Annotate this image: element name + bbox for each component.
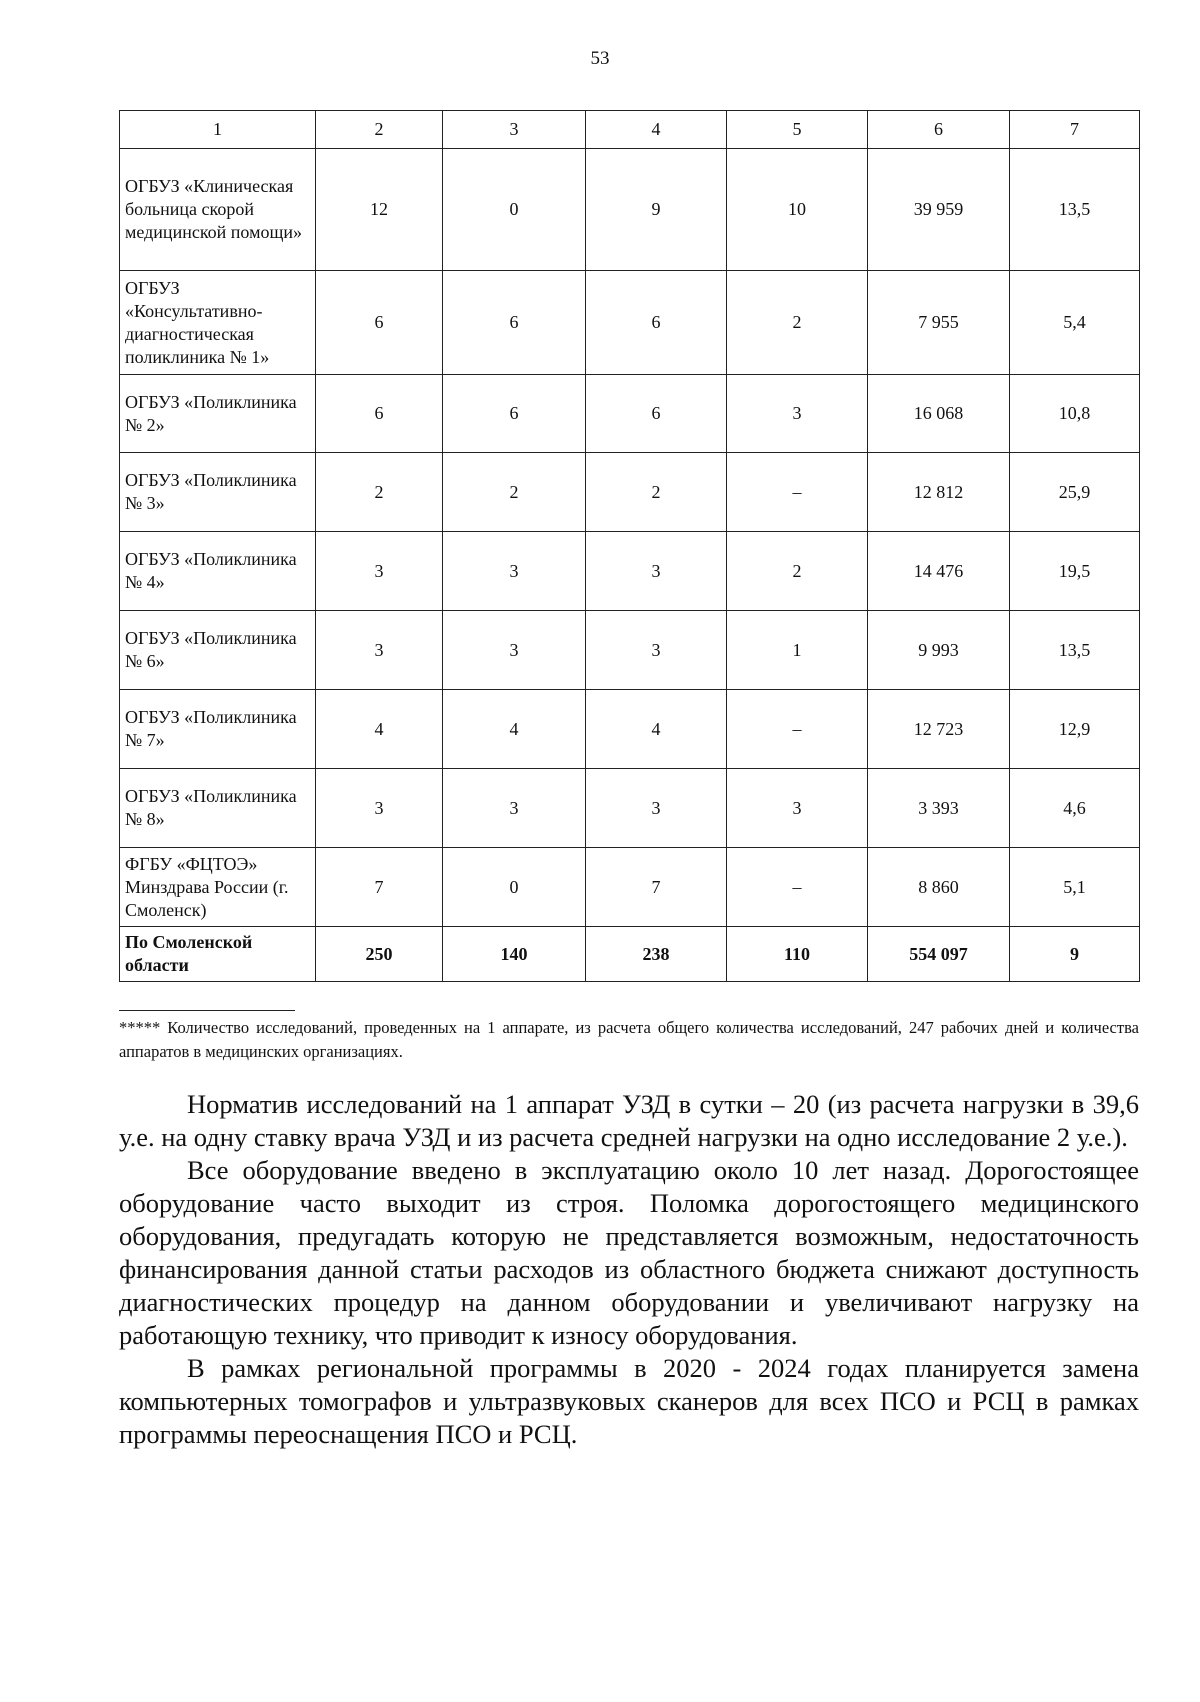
footnote: ***** Количество исследований, проведенных на 1 аппарате, из расчета общего количества исследований, 247 рабочих дней и количества аппаратов в медицинских организациях.	[119, 1018, 1139, 1061]
table-cell: –	[727, 690, 868, 769]
table-cell: 3	[586, 611, 727, 690]
table-row	[120, 453, 1140, 532]
table-cell: 3	[443, 611, 586, 690]
table-cell: 5,1	[1010, 848, 1140, 927]
table-cell: 13,5	[1010, 149, 1140, 271]
total-cell: 238	[586, 927, 727, 982]
column-header: 5	[727, 111, 868, 149]
table-cell: 3	[586, 532, 727, 611]
institution-name: ОГБУЗ «Поликлиника № 6»	[120, 611, 316, 690]
table-row	[120, 532, 1140, 611]
table-cell: 8 860	[868, 848, 1010, 927]
institution-name: ФГБУ «ФЦТОЭ» Минздрава России (г. Смоленск)	[120, 848, 316, 927]
total-cell: 250	[316, 927, 443, 982]
table-cell: –	[727, 453, 868, 532]
table-cell: 4	[586, 690, 727, 769]
paragraph: Норматив исследований на 1 аппарат УЗД в сутки – 20 (из расчета нагрузки в 39,6 у.е. на одну ставку врача УЗД и из расчета средней нагрузки на одно исследование 2 у.е.).	[119, 1089, 1139, 1152]
table-cell: 3	[443, 532, 586, 611]
total-cell: 110	[727, 927, 868, 982]
table-cell: 12 723	[868, 690, 1010, 769]
table-cell: 10	[727, 149, 868, 271]
table-cell: 2	[586, 453, 727, 532]
table-cell: 6	[586, 375, 727, 453]
table-row	[120, 848, 1140, 927]
table-cell: 9	[586, 149, 727, 271]
table-cell: 3	[727, 375, 868, 453]
page-number: 53	[590, 48, 610, 69]
table-cell: 2	[727, 532, 868, 611]
table-row	[120, 375, 1140, 453]
total-cell: 554 097	[868, 927, 1010, 982]
table-row	[120, 690, 1140, 769]
column-header: 7	[1010, 111, 1140, 149]
table-cell: 3	[443, 769, 586, 848]
table-cell: 0	[443, 848, 586, 927]
table-cell: 2	[316, 453, 443, 532]
table-cell: 0	[443, 149, 586, 271]
table-cell: 4,6	[1010, 769, 1140, 848]
table-total-row	[120, 927, 1140, 982]
table-cell: 10,8	[1010, 375, 1140, 453]
table-cell: 3	[316, 769, 443, 848]
table-cell: 2	[443, 453, 586, 532]
table-cell: 5,4	[1010, 271, 1140, 375]
table-cell: 4	[316, 690, 443, 769]
institution-name: ОГБУЗ «Поликлиника № 8»	[120, 769, 316, 848]
institution-name: ОГБУЗ «Поликлиника № 4»	[120, 532, 316, 611]
table-row	[120, 271, 1140, 375]
institution-name: ОГБУЗ «Консультативно-диагностическая поликлиника № 1»	[120, 271, 316, 375]
table-cell: 9 993	[868, 611, 1010, 690]
table-header-row	[120, 111, 1140, 149]
column-header: 2	[316, 111, 443, 149]
table-cell: 3	[316, 611, 443, 690]
paragraph: Все оборудование введено в эксплуатацию около 10 лет назад. Дорогостоящее оборудование часто выходит из строя. Поломка дорогостоящего медицинского оборудования, предугадать которую не представляется возможным, недостаточность финансирования данной статьи расходов из областного бюджета снижают доступность диагностических процедур на данном оборудовании и увеличивают нагрузку на работающую технику, что приводит к износу оборудования.	[119, 1155, 1139, 1350]
table-cell: 16 068	[868, 375, 1010, 453]
column-header: 1	[120, 111, 316, 149]
institution-name: ОГБУЗ «Поликлиника № 7»	[120, 690, 316, 769]
table-cell: 7	[586, 848, 727, 927]
total-cell: 140	[443, 927, 586, 982]
table-cell: 39 959	[868, 149, 1010, 271]
institution-name: ОГБУЗ «Поликлиника № 3»	[120, 453, 316, 532]
table-cell: 6	[586, 271, 727, 375]
table-cell: –	[727, 848, 868, 927]
total-label: По Смоленской области	[120, 927, 316, 982]
column-header: 6	[868, 111, 1010, 149]
table-row	[120, 149, 1140, 271]
table-cell: 3 393	[868, 769, 1010, 848]
institution-name: ОГБУЗ «Клиническая больница скорой медицинской помощи»	[120, 149, 316, 271]
statistics-table	[119, 110, 1140, 982]
total-cell: 9	[1010, 927, 1140, 982]
column-header: 4	[586, 111, 727, 149]
table-cell: 14 476	[868, 532, 1010, 611]
table-cell: 6	[443, 375, 586, 453]
body-text	[119, 1088, 1139, 1451]
table-cell: 6	[316, 271, 443, 375]
table-row	[120, 611, 1140, 690]
table-row	[120, 769, 1140, 848]
table-cell: 3	[727, 769, 868, 848]
table-cell: 25,9	[1010, 453, 1140, 532]
table-cell: 7	[316, 848, 443, 927]
table-cell: 3	[586, 769, 727, 848]
institution-name: ОГБУЗ «Поликлиника № 2»	[120, 375, 316, 453]
table-cell: 6	[316, 375, 443, 453]
table-cell: 3	[316, 532, 443, 611]
table-cell: 12 812	[868, 453, 1010, 532]
table-cell: 2	[727, 271, 868, 375]
footnote-divider	[119, 1010, 295, 1011]
table-cell: 12	[316, 149, 443, 271]
table-cell: 19,5	[1010, 532, 1140, 611]
table-cell: 13,5	[1010, 611, 1140, 690]
table-cell: 1	[727, 611, 868, 690]
table-cell: 7 955	[868, 271, 1010, 375]
paragraph: В рамках региональной программы в 2020 - 2024 годах планируется замена компьютерных томографов и ультразвуковых сканеров для всех ПСО и РСЦ в рамках программы переоснащения ПСО и РСЦ.	[119, 1353, 1139, 1449]
table-cell: 12,9	[1010, 690, 1140, 769]
column-header: 3	[443, 111, 586, 149]
table-cell: 4	[443, 690, 586, 769]
table-cell: 6	[443, 271, 586, 375]
